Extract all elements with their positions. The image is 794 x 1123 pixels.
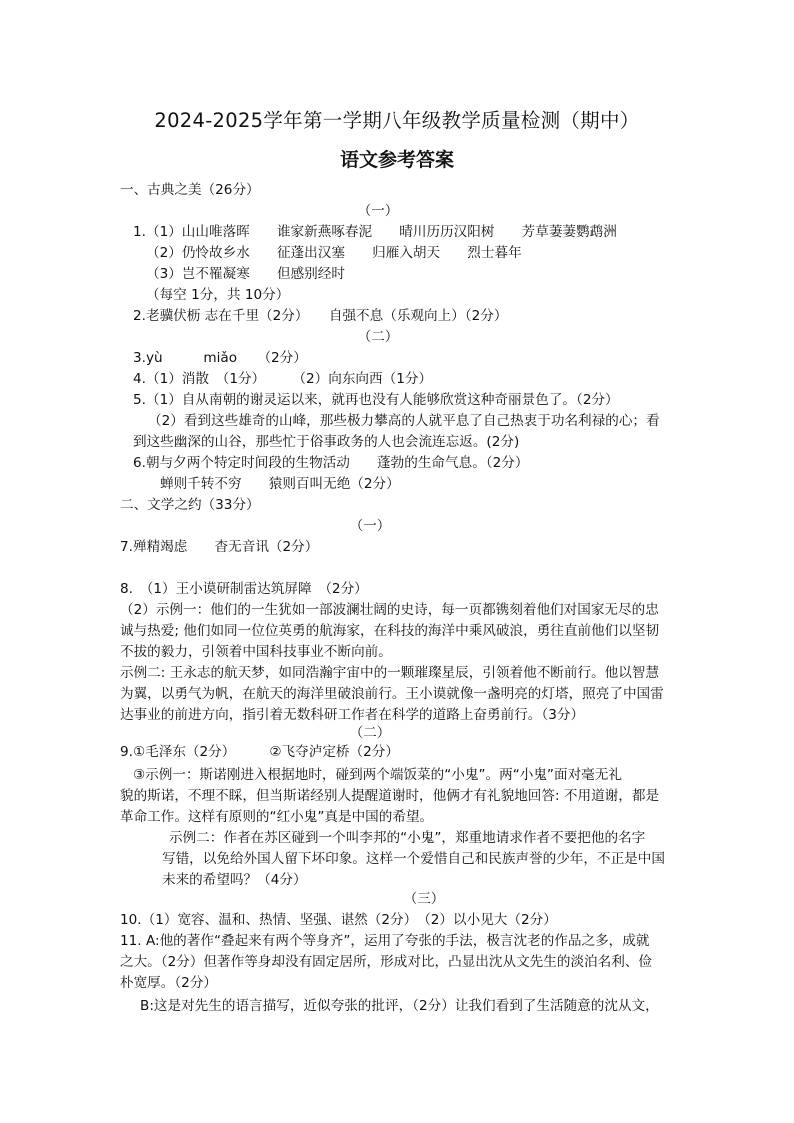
question-9-part-1: 9.①毛泽东（2分） ②飞夺泸定桥（2分） [120, 744, 399, 760]
question-4: 4.（1）消散 （1分） （2）向东向西（1分） [133, 371, 433, 387]
subsection-heading-2-1: （一） [349, 518, 391, 534]
question-8-example-1-line-2: 诚与热爱; 他们如同一位位英勇的航海家，在科技的海洋中乘风破浪，勇往直前他们以坚韧 [120, 623, 660, 639]
question-5-part-2-line-2: 到这些幽深的山谷，那些忙于俗事政务的人也会流连忘返。(2分) [133, 434, 520, 450]
question-1-line-2: （2）仍怜故乡水 征蓬出汉塞 归雁入胡天 烈士暮年 [146, 245, 522, 261]
question-9-example-1-line-3: 革命工作。这样有原则的“红小鬼”真是中国的希望。 [120, 809, 434, 825]
subsection-heading-2-2: （二） [349, 725, 391, 741]
question-9-example-2-line-1: 示例二：作者在苏区碰到一个叫李邦的“小鬼”，郑重地请求作者不要把他的名字 [169, 830, 646, 846]
question-6-line-1: 6.朝与夕两个特定时间段的生物活动 蓬勃的生命气息。（2分） [133, 455, 529, 471]
document-title: 2024-2025学年第一学期八年级教学质量检测（期中） [154, 109, 640, 132]
question-8-example-2-line-1: 示例二: 王永志的航天梦，如同浩瀚宇宙中的一颗璀璨星辰，引领着他不断前行。他以智慧 [120, 665, 660, 681]
question-11-a-line-1: 11. A:他的著作“叠起来有两个等身齐”，运用了夸张的手法，极言沈老的作品之多，成就 [120, 933, 650, 949]
question-1-line-1: 1.（1）山山唯落晖 谁家新燕啄春泥 晴川历历汉阳树 芳草萋萋鹦鹉洲 [133, 224, 617, 240]
question-1-line-3: （3）岂不罹凝寒 但感别经时 [146, 266, 345, 282]
question-8-example-2-line-2: 为翼，以勇气为帆，在航天的海洋里破浪前行。王小谟就像一盏明亮的灯塔，照亮了中国雷 [120, 686, 664, 702]
question-1-score-note: （每空 1分，共 10分） [146, 287, 290, 303]
document-subtitle: 语文参考答案 [339, 149, 454, 171]
question-10: 10.（1）宽容、温和、热情、坚强、谌然（2分） （2）以小见大（2分） [120, 912, 557, 928]
subsection-heading-2: （二） [357, 329, 399, 345]
question-5-part-1: 5.（1）自从南朝的谢灵运以来，就再也没有人能够欣赏这种奇丽景色了。（2分） [133, 392, 619, 408]
question-8-example-1-line-1: （2）示例一：他们的一生犹如一部波澜壮阔的史诗，每一页都镌刻着他们对国家无尽的忠 [120, 602, 659, 618]
question-7: 7.殚精竭虑 杳无音讯（2分） [120, 539, 319, 555]
question-11-a-line-3: 朴宽厚。（2分） [120, 975, 218, 991]
question-5-part-2-line-1: （2）看到这些雄奇的山峰，那些极力攀高的人就平息了自己热衷于功名利禄的心；看 [148, 413, 660, 429]
subsection-heading-2-3: （三） [403, 891, 445, 907]
question-2: 2.老骥伏枥 志在千里（2分） 自强不息（乐观向上）（2分） [133, 308, 508, 324]
question-3: 3.yù miǎo （2分） [133, 350, 307, 366]
question-9-example-2-line-2: 写错，以免给外国人留下坏印象。这样一个爱惜自己和民族声誉的少年，不正是中国 [162, 851, 665, 867]
question-9-example-1-line-2: 貌的斯诺，不理不睬，但当斯诺经别人提醒道谢时，他俩才有礼貌地回答: 不用道谢，都是 [120, 788, 660, 804]
question-6-line-2: 蝉则千转不穷 猿则百叫无绝（2分） [160, 476, 400, 492]
subsection-heading-1: （一） [357, 203, 399, 219]
question-8-part-1: 8. （1）王小谟研制雷达筑屏障 （2分） [120, 581, 368, 597]
question-8-example-2-line-3: 达事业的前进方向，指引着无数科研工作者在科学的道路上奋勇前行。（3分） [120, 707, 585, 723]
section-heading-literature: 二、文学之约（33分） [120, 497, 260, 513]
question-9-example-2-line-3: 未来的希望吗？（4分） [162, 872, 307, 888]
question-11-b-line-1: B:这是对先生的语言描写，近似夸张的批评，（2分）让我们看到了生活随意的沈从文， [140, 998, 659, 1014]
section-heading-classical: 一、古典之美（26分） [120, 182, 260, 198]
question-8-example-1-line-3: 不拔的毅力，引领着中国科技事业不断向前。 [120, 644, 392, 660]
question-11-a-line-2: 之大。（2分）但著作等身却没有固定居所，形成对比，凸显出沈从文先生的淡泊名利、俭 [120, 954, 653, 970]
question-9-example-1-line-1: ③示例一：斯诺刚进入根据地时，碰到两个端饭菜的“小鬼”。两“小鬼”面对毫无礼 [133, 767, 622, 783]
